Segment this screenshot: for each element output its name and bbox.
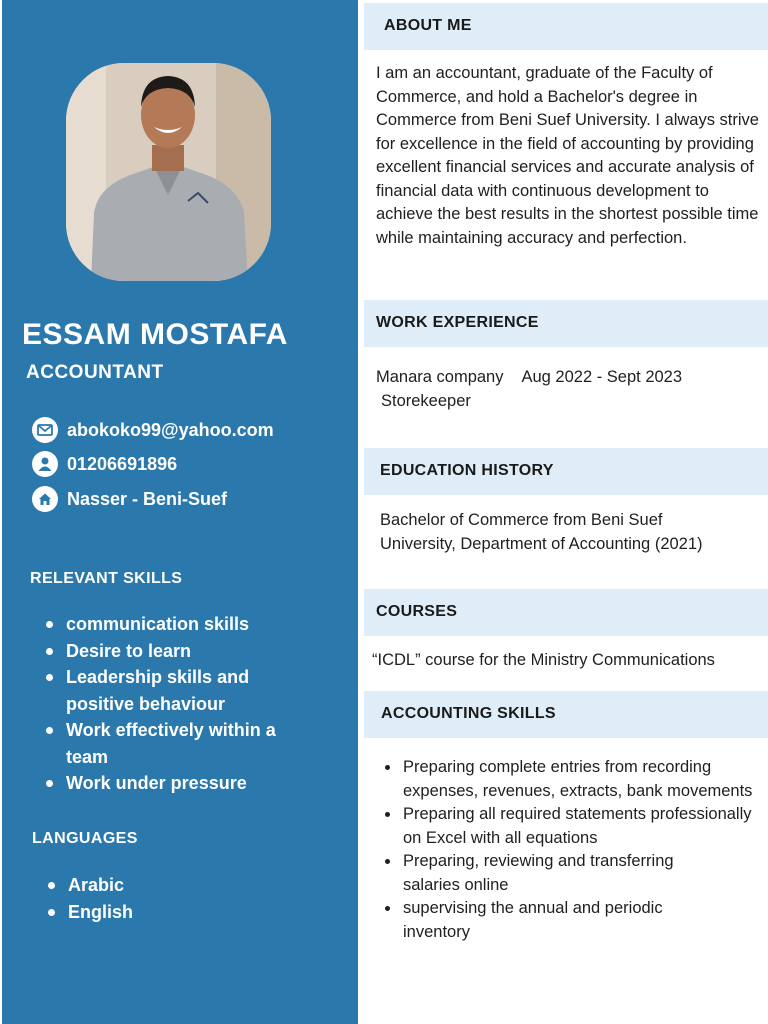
mail-icon (32, 417, 58, 443)
skills-heading: RELEVANT SKILLS (30, 570, 183, 587)
email-text[interactable]: abokoko99@yahoo.com (67, 419, 274, 440)
language-item: English (34, 899, 334, 926)
about-heading: ABOUT ME (384, 17, 472, 34)
language-item: Arabic (34, 872, 334, 899)
contact-email (32, 417, 274, 443)
profile-photo-image (66, 63, 271, 281)
accounting-skill-item: Preparing all required statements professionally on Excel with all equations (380, 803, 765, 850)
work-role: Storekeeper (381, 392, 471, 410)
phone-text: 01206691896 (67, 453, 178, 474)
skill-item: Leadership skills and positive behaviour (32, 664, 286, 717)
accounting-skill-item: Preparing complete entries from recording expenses, revenues, extracts, bank movements (380, 756, 765, 803)
work-company: Manara company (376, 368, 504, 386)
home-icon (32, 486, 58, 512)
address-text: Nasser - Beni-Suef (67, 488, 228, 509)
languages-list (34, 872, 334, 925)
accounting-skills-list (380, 756, 765, 944)
contact-phone (32, 451, 177, 477)
work-heading-band (364, 300, 768, 347)
courses-text: “ICDL” course for the Ministry Communications (372, 651, 715, 669)
work-dates: Aug 2022 - Sept 2023 (521, 368, 683, 386)
accounting-skill-item: Preparing, reviewing and transferring salaries online (380, 850, 713, 897)
job-title: ACCOUNTANT (26, 362, 164, 383)
education-text: Bachelor of Commerce from Beni Suef University, Department of Accounting (2021) (380, 511, 703, 553)
skills-list (32, 611, 342, 797)
contact-address (32, 486, 227, 512)
about-heading-band (364, 3, 768, 50)
skill-item: Desire to learn (32, 638, 342, 665)
user-icon (32, 451, 58, 477)
education-heading-band (364, 448, 768, 495)
accounting-skill-item: supervising the annual and periodic inventory (380, 897, 703, 944)
education-heading: EDUCATION HISTORY (380, 462, 554, 479)
sidebar (2, 0, 358, 1024)
skill-item: Work effectively within a team (32, 717, 311, 770)
work-company-line (376, 366, 682, 390)
courses-heading-band (364, 589, 768, 636)
courses-heading: COURSES (376, 603, 458, 620)
languages-heading: LANGUAGES (32, 830, 138, 847)
accounting-heading: ACCOUNTING SKILLS (381, 705, 556, 722)
skill-item: Work under pressure (32, 770, 342, 797)
candidate-name: ESSAM MOSTAFA (22, 318, 288, 351)
skill-item: communication skills (32, 611, 342, 638)
profile-photo (66, 63, 271, 281)
accounting-heading-band (364, 691, 768, 738)
work-heading: WORK EXPERIENCE (376, 314, 539, 331)
about-text: I am an accountant, graduate of the Faculty of Commerce, and hold a Bachelor's degree in Commerce from Beni Suef University. I always strive for excellence in the field of accounting by providing excellent financial services and accurate analysis of financial data with continuous development to achieve the best results in the shortest possible time while maintaining accuracy and perfection. (376, 64, 759, 247)
